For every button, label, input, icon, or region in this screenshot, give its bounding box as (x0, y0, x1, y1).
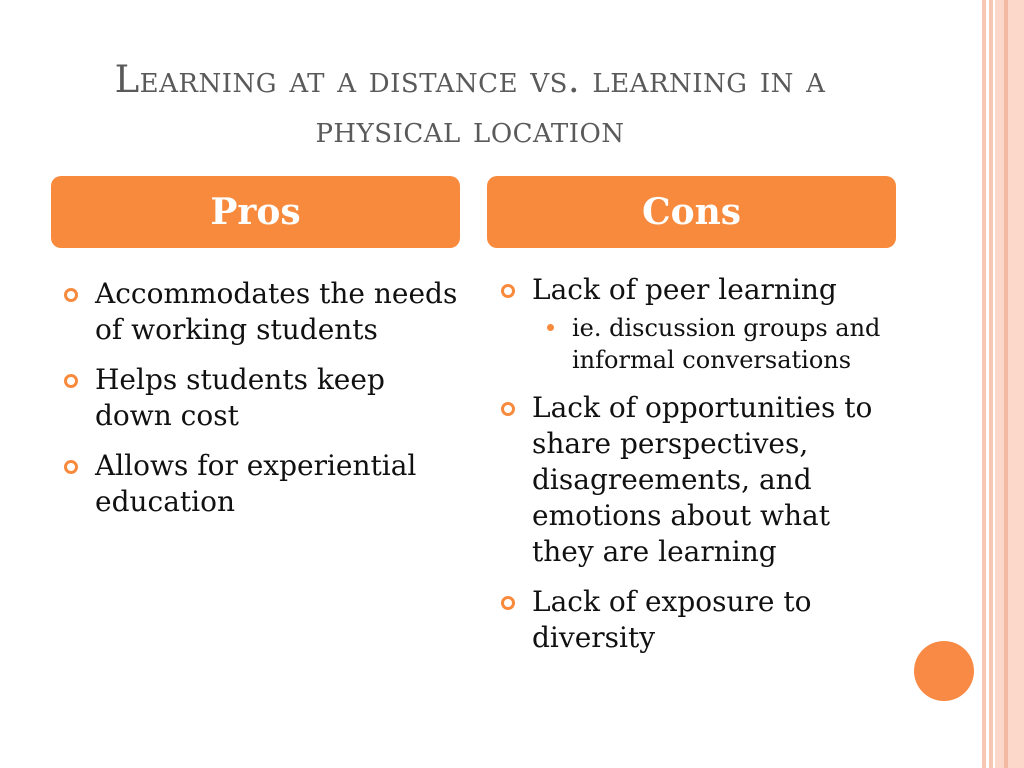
slide-title: Learning at a distance vs. learning in a physical location (114, 58, 826, 151)
bullet-icon (501, 596, 515, 610)
pros-item-text: Accommodates the needs of working students (95, 277, 458, 346)
bullet-icon (64, 374, 78, 388)
bullet-icon (64, 288, 78, 302)
pros-item (60, 276, 460, 348)
cons-item-text: Lack of exposure to diversity (532, 585, 812, 654)
bullet-icon (64, 460, 78, 474)
decorative-stripes (980, 0, 1024, 768)
cons-sublist (532, 312, 897, 376)
pros-item-text: Allows for experiential education (95, 449, 417, 518)
bullet-icon (501, 402, 515, 416)
sub-bullet-icon (547, 324, 554, 331)
cons-header-label: Cons (641, 191, 742, 233)
cons-list (497, 272, 897, 670)
pros-item (60, 362, 460, 434)
pros-header (51, 176, 460, 248)
cons-subitem (532, 312, 897, 376)
pros-list (60, 276, 460, 534)
pros-item-text: Helps students keep down cost (95, 363, 385, 432)
cons-item (497, 272, 897, 376)
pros-header-label: Pros (210, 191, 301, 233)
cons-header (487, 176, 896, 248)
decorative-circle (914, 641, 974, 701)
cons-item (497, 390, 897, 570)
cons-item (497, 584, 897, 656)
cons-item-text: Lack of peer learning (532, 273, 837, 306)
cons-subitem-text: ie. discussion groups and informal conversations (572, 314, 881, 374)
bullet-icon (501, 284, 515, 298)
cons-item-text: Lack of opportunities to share perspectives, disagreements, and emotions about what they are learning (532, 391, 873, 568)
pros-item (60, 448, 460, 520)
